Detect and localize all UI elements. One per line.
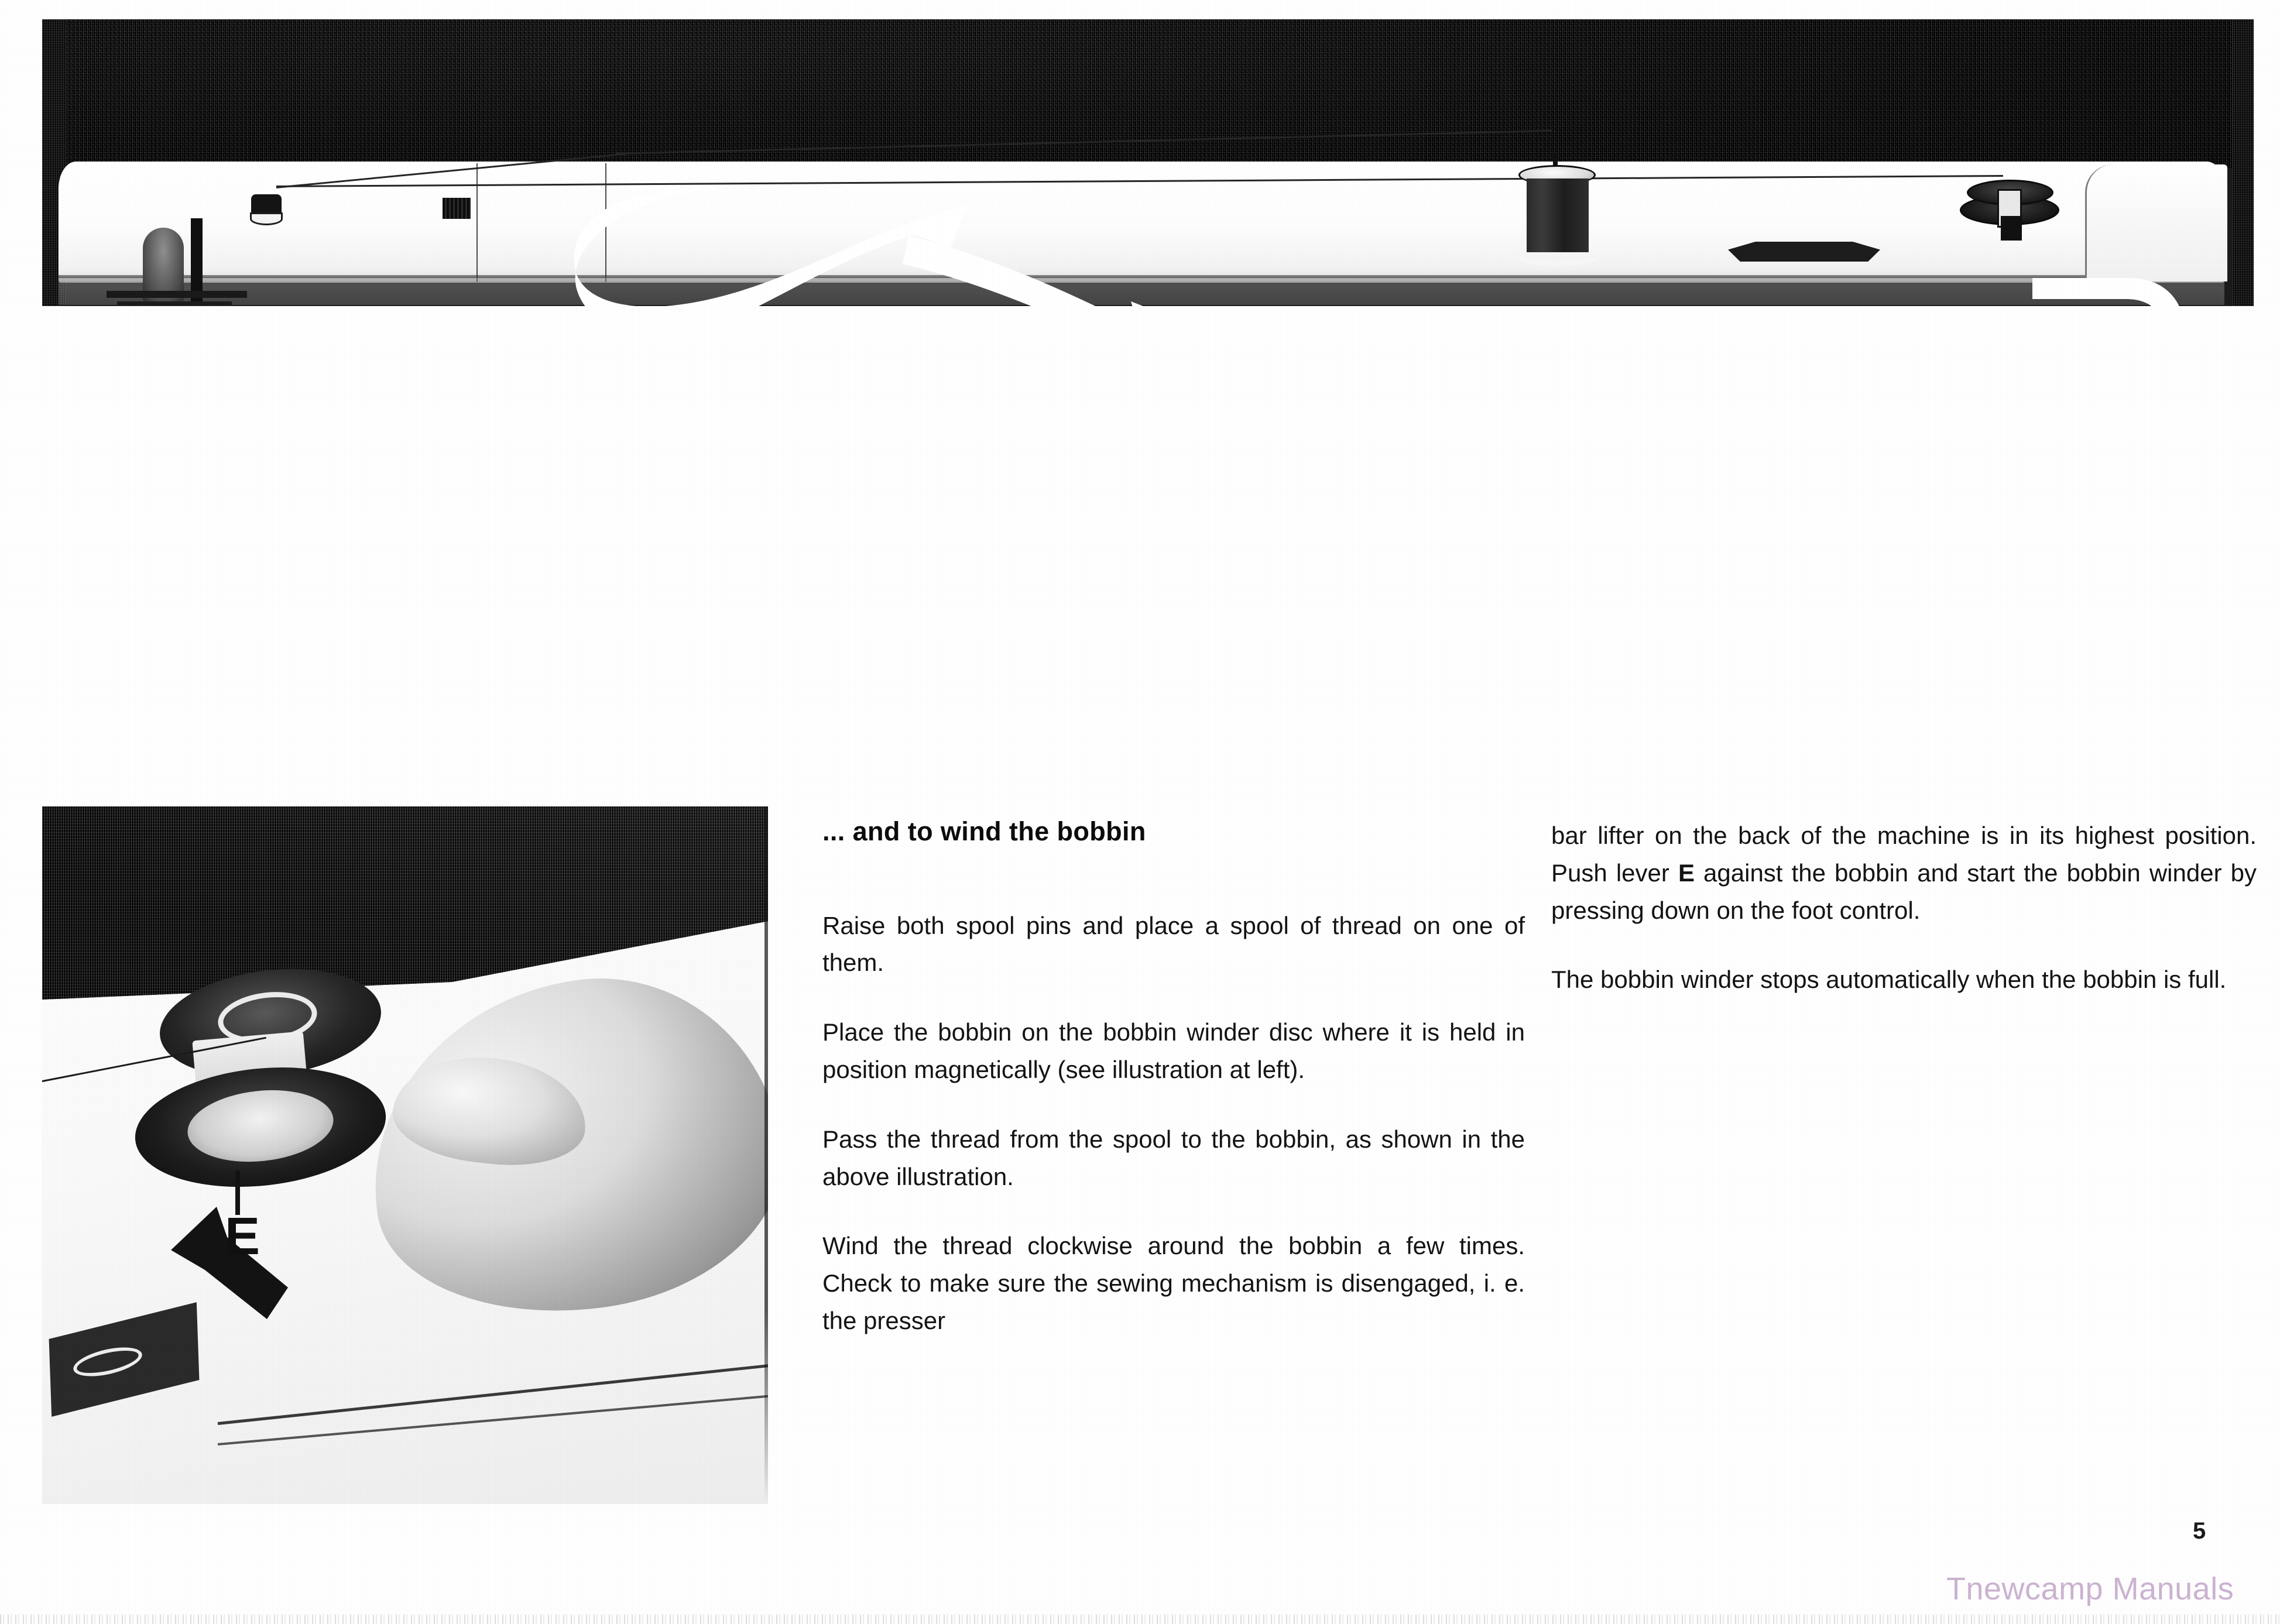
top-photo-threading-diagram [42, 19, 2254, 306]
paragraph: Wind the thread clockwise around the bobbin a few times. Check to make sure the sewing mechanism is disengaged, i. e. the presser [822, 1232, 1525, 1335]
left-photo-bobbin-winder-closeup [42, 806, 768, 1504]
paragraph-part-after-lever: against the bobbin and start the bobbin winder by pressing down on the foot control. [1551, 859, 2257, 924]
right-text-column [1551, 817, 2257, 998]
paragraph-continued [1551, 817, 2257, 929]
thread-guide-base [250, 212, 283, 225]
figure-eight-arrow-icon [557, 166, 1248, 306]
clockwise-arrow-icon [2009, 253, 2202, 306]
figure-label-E: E [225, 1207, 260, 1266]
lever-letter: E [1678, 859, 1695, 887]
page-number: 5 [2193, 1518, 2206, 1544]
section-heading: ... and to wind the bobbin [822, 816, 1146, 846]
watermark: Tnewcamp Manuals [1946, 1571, 2234, 1606]
paragraph: Raise both spool pins and place a spool of thread on one of them. [822, 911, 1525, 977]
paragraph-part-before-lever: bar lifter on the back of the machine is in its highest position. Push lever [1551, 822, 2257, 887]
spool-base-ring [1514, 243, 1602, 266]
machine-badge-plate [1728, 242, 1880, 262]
bobbin-winder-stem [2001, 216, 2022, 241]
machine-panel-seam [476, 163, 478, 282]
thread-tension-block [443, 198, 471, 219]
machine-rod-horizontal [107, 291, 247, 298]
photo-dark-backdrop [42, 19, 2254, 169]
paragraph: Place the bobbin on the bobbin winder disc where it is held in position magnetically (see illustration at left). [822, 1018, 1525, 1083]
thread-spool [1527, 178, 1589, 252]
photo-right-edge [764, 806, 768, 1504]
paragraph: The bobbin winder stops automatically when the bobbin is full. [1551, 966, 2227, 994]
middle-text-column [822, 817, 1525, 1340]
machine-rod-horizontal-lower [117, 301, 232, 306]
photo-right-dark-edge [2233, 19, 2254, 306]
paragraph: Pass the thread from the spool to the bobbin, as shown in the above illustration. [822, 1125, 1525, 1190]
photo-grain-overlay [42, 806, 768, 1504]
scan-bottom-edge-artifact [0, 1615, 2280, 1624]
